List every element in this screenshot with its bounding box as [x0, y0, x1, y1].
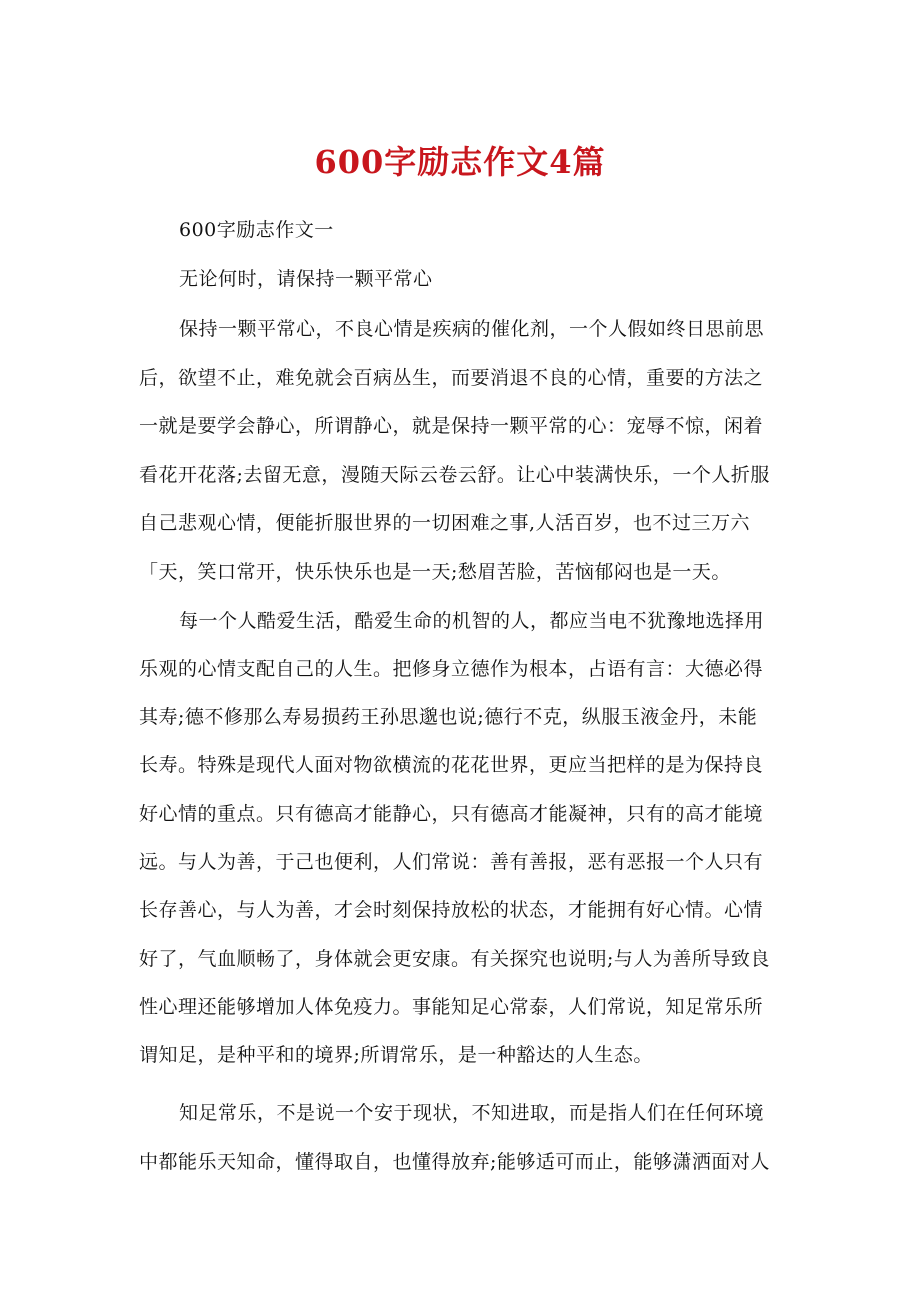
paragraph-2-line: 每一个人酷爱生活，酷爱生命的机智的人，都应当电不犹豫地选择用: [179, 610, 765, 632]
paragraph-1-line: 后，欲望不止，难免就会百病丛生，而要消退不良的心情，重要的方法之: [139, 367, 764, 389]
paragraph-1-line: 保持一颗平常心，不良心情是疾病的催化剂，一个人假如终日思前思: [179, 318, 765, 340]
document-title: 600字励志作文4篇: [314, 143, 606, 181]
paragraph-2-line: 性心理还能够增加人体免疫力。事能知足心常泰，人们常说，知足常乐所: [139, 996, 764, 1018]
paragraph-2-line: 谓知足，是种平和的境界;所谓常乐，是一种豁达的人生态。: [139, 1044, 653, 1066]
paragraph-2-line: 其寿;德不修那么寿易损药王孙思邈也说;德行不克，纵服玉液金丹，未能: [139, 706, 758, 728]
section-heading: 无论何时，请保持一颗平常心: [179, 268, 433, 290]
paragraph-1-line: 看花开花落;去留无意，漫随天际云卷云舒。让心中装满快乐，一个人折服: [139, 464, 770, 486]
paragraph-2-line: 好心情的重点。只有德高才能静心，只有德高才能凝神，只有的高才能境: [139, 803, 764, 825]
paragraph-2-line: 远。与人为善，于己也便利，人们常说：善有善报，恶有恶报一个人只有: [139, 851, 764, 873]
paragraph-1-line: 自己悲观心情，便能折服世界的一切困难之事,人活百岁，也不过三万六: [139, 512, 751, 534]
paragraph-2-line: 长寿。特殊是现代人面对物欲横流的花花世界，更应当把样的是为保持良: [139, 754, 764, 776]
paragraph-2-line: 长存善心，与人为善，才会时刻保持放松的状态，才能拥有好心情。心情: [139, 899, 764, 921]
paragraph-2-line: 乐观的心情支配自己的人生。把修身立德作为根本，占语有言：大德必得: [139, 658, 764, 680]
paragraph-2-line: 好了，气血顺畅了，身体就会更安康。有关探究也说明;与人为善所导致良: [139, 948, 770, 970]
paragraph-1-line: 一就是要学会静心，所谓静心，就是保持一颗平常的心：宠辱不惊，闲着: [139, 415, 764, 437]
paragraph-3-line: 中都能乐天知命，懂得取自，也懂得放弃;能够适可而止，能够潇洒面对人: [139, 1151, 770, 1173]
section-subtitle: 600字励志作文一: [179, 219, 334, 241]
paragraph-1-line: 「天，笑口常开，快乐快乐也是一天;愁眉苦脸，苦恼郁闷也是一天。: [139, 561, 731, 583]
paragraph-3-line: 知足常乐，不是说一个安于现状，不知进取，而是指人们在任何环境: [179, 1102, 765, 1124]
